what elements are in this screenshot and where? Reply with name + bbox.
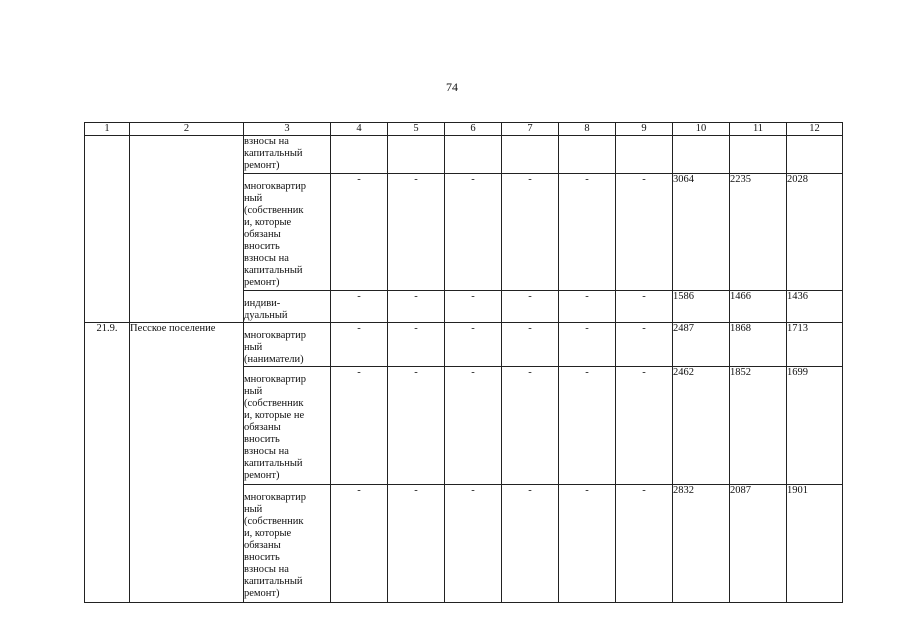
value-cell [787, 136, 843, 174]
value-cell: - [616, 367, 673, 485]
housing-type-cell: многоквартир ный (собственник и, которые не обязаны вносить взносы на капитальный ремонт) [244, 367, 331, 485]
column-header: 12 [787, 123, 843, 136]
value-cell: - [502, 485, 559, 603]
value-cell: 2087 [730, 485, 787, 603]
value-cell: 1868 [730, 323, 787, 367]
value-cell: - [616, 291, 673, 323]
value-cell: - [502, 291, 559, 323]
value-cell: - [331, 174, 388, 291]
table-row [85, 323, 843, 367]
value-cell [616, 136, 673, 174]
value-cell: 1436 [787, 291, 843, 323]
settlement-name-cell: Песское поселение [130, 323, 244, 603]
tariff-table [84, 122, 843, 603]
value-cell: - [559, 323, 616, 367]
column-header: 6 [445, 123, 502, 136]
value-cell: - [616, 323, 673, 367]
value-cell: - [388, 291, 445, 323]
value-cell: - [616, 485, 673, 603]
value-cell: - [559, 367, 616, 485]
column-header: 5 [388, 123, 445, 136]
value-cell: - [445, 291, 502, 323]
table-row [85, 136, 843, 174]
column-header: 1 [85, 123, 130, 136]
value-cell: - [559, 174, 616, 291]
value-cell [730, 136, 787, 174]
housing-type-cell: многоквартир ный (собственник и, которые обязаны вносить взносы на капитальный ремонт) [244, 174, 331, 291]
value-cell [388, 136, 445, 174]
housing-type-cell: многоквартир ный (наниматели) [244, 323, 331, 367]
housing-type-cell: индиви- дуальный [244, 291, 331, 323]
value-cell [559, 136, 616, 174]
column-header: 10 [673, 123, 730, 136]
value-cell: 1699 [787, 367, 843, 485]
value-cell [445, 136, 502, 174]
header-row [85, 123, 843, 136]
value-cell: 1713 [787, 323, 843, 367]
value-cell: - [559, 485, 616, 603]
value-cell: 2462 [673, 367, 730, 485]
value-cell: - [445, 367, 502, 485]
value-cell [331, 136, 388, 174]
value-cell: - [388, 174, 445, 291]
value-cell: - [388, 485, 445, 603]
value-cell: - [388, 367, 445, 485]
row-number-cell: 21.9. [85, 323, 130, 603]
column-header: 8 [559, 123, 616, 136]
column-header: 9 [616, 123, 673, 136]
value-cell: 1586 [673, 291, 730, 323]
column-header: 2 [130, 123, 244, 136]
value-cell: - [559, 291, 616, 323]
value-cell [673, 136, 730, 174]
value-cell: 1466 [730, 291, 787, 323]
value-cell: - [388, 323, 445, 367]
row-number-cell [85, 136, 130, 323]
housing-type-cell: взносы на капитальный ремонт) [244, 136, 331, 174]
column-header: 11 [730, 123, 787, 136]
column-header: 4 [331, 123, 388, 136]
value-cell: - [445, 323, 502, 367]
value-cell: 2832 [673, 485, 730, 603]
value-cell: - [502, 367, 559, 485]
column-header: 3 [244, 123, 331, 136]
value-cell: 2235 [730, 174, 787, 291]
value-cell: 2487 [673, 323, 730, 367]
page-number: 74 [446, 80, 458, 94]
value-cell: - [502, 323, 559, 367]
value-cell: 1852 [730, 367, 787, 485]
value-cell [502, 136, 559, 174]
value-cell: 2028 [787, 174, 843, 291]
value-cell: - [331, 291, 388, 323]
value-cell: - [445, 174, 502, 291]
value-cell: 3064 [673, 174, 730, 291]
value-cell: - [502, 174, 559, 291]
value-cell: - [616, 174, 673, 291]
value-cell: - [331, 485, 388, 603]
value-cell: - [331, 323, 388, 367]
value-cell: 1901 [787, 485, 843, 603]
housing-type-cell: многоквартир ный (собственник и, которые обязаны вносить взносы на капитальный ремонт) [244, 485, 331, 603]
settlement-name-cell [130, 136, 244, 323]
value-cell: - [331, 367, 388, 485]
column-header: 7 [502, 123, 559, 136]
value-cell: - [445, 485, 502, 603]
